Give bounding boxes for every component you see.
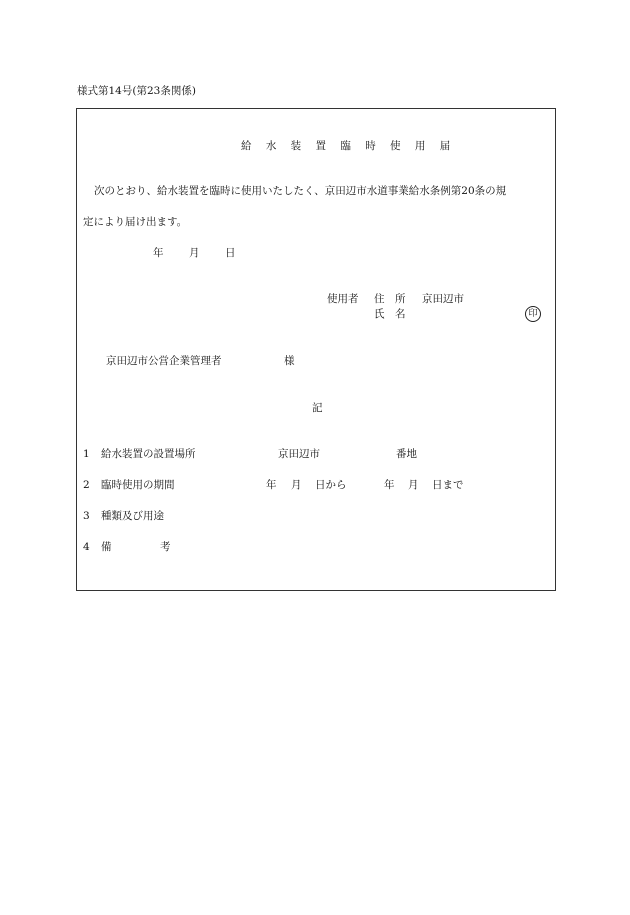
item3-number: 3 [83, 510, 90, 522]
item1-label: 給水装置の設置場所 [101, 448, 196, 460]
applicant-role: 使用者 [327, 293, 359, 305]
item2-to-month: 月 [408, 479, 419, 491]
addressee-name: 京田辺市公営企業管理者 [106, 355, 222, 367]
item2-number: 2 [83, 479, 90, 491]
body-line-2: 定により届け出ます。 [83, 216, 188, 228]
body-line-1: 次のとおり、給水装置を臨時に使用いたしたく、京田辺市水道事業給水条例第20条の規 [94, 185, 507, 197]
date-year-label: 年 [153, 247, 164, 259]
item2-from-month: 月 [291, 479, 302, 491]
item4-label-2: 考 [160, 541, 171, 553]
date-month-label: 月 [189, 247, 200, 259]
addressee-honorific: 様 [284, 355, 295, 367]
item2-label: 臨時使用の期間 [101, 479, 175, 491]
seal-mark: 印 [525, 306, 541, 322]
item2-from-day: 日から [315, 479, 347, 491]
item1-number: 1 [83, 448, 90, 460]
address-label: 住 所 [374, 293, 406, 305]
form-number: 様式第14号(第23条関係) [77, 85, 196, 97]
item1-banchi: 番地 [396, 448, 417, 460]
ki-heading: 記 [312, 402, 323, 414]
item4-label: 備 [101, 541, 112, 553]
address-value: 京田辺市 [422, 293, 464, 305]
date-day-label: 日 [225, 247, 236, 259]
item2-from-year: 年 [266, 479, 277, 491]
item2-to-day: 日まで [432, 479, 464, 491]
item1-city: 京田辺市 [278, 448, 320, 460]
item4-number: 4 [83, 541, 90, 553]
name-label: 氏 名 [374, 308, 406, 320]
item3-label: 種類及び用途 [101, 510, 164, 522]
form-title: 給 水 装 置 臨 時 使 用 届 [241, 140, 456, 152]
item2-to-year: 年 [384, 479, 395, 491]
